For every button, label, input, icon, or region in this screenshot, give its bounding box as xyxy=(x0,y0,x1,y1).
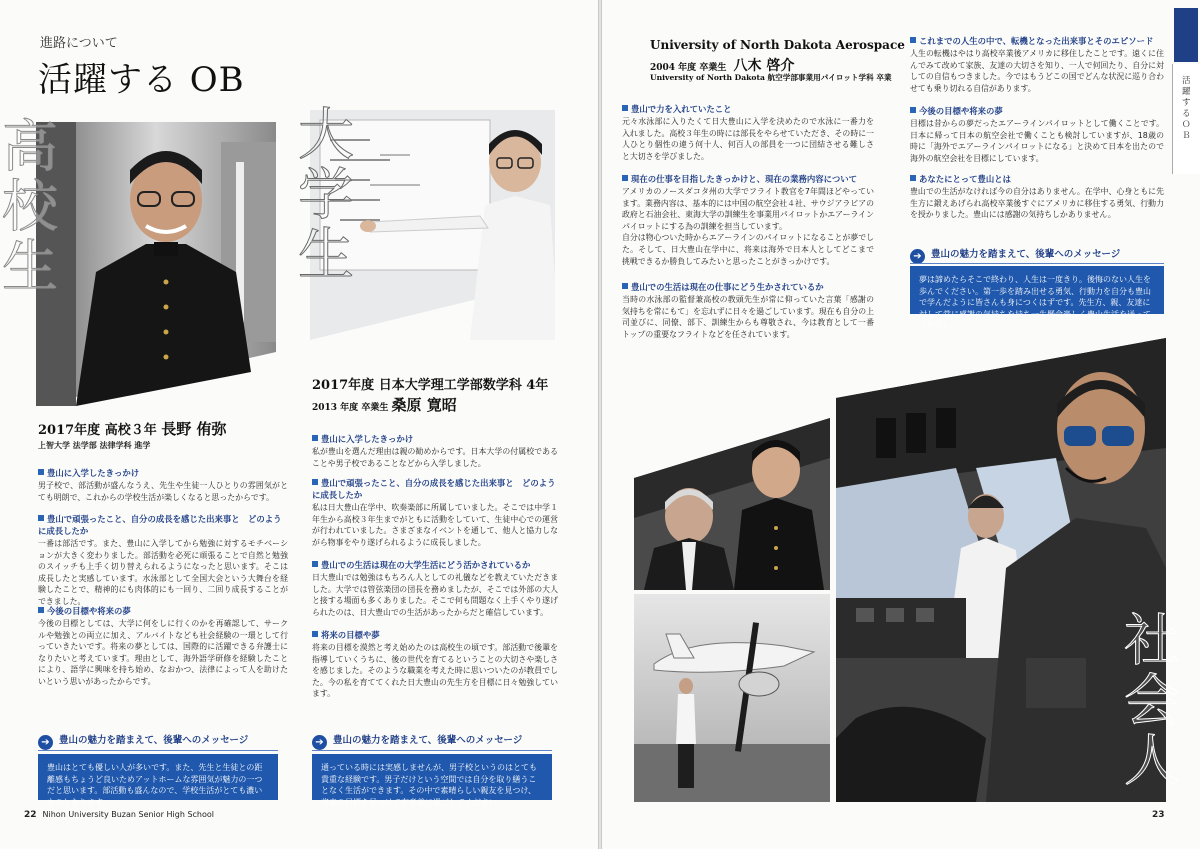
student1-destination: 上智大学 法学部 法律学科 進学 xyxy=(38,441,151,450)
s2-message-box: 通っている時には実感しませんが、男子校というのはとても貴重な経験です。男子だけという空間では自分を取り繕うことなく生活ができます。その中で素晴らしい親友を見つけ、将来の目標を見つけて有意義に過ごしてください。 xyxy=(312,754,552,800)
s2-a1: 私が豊山を選んだ理由は親の勧めからです。日本大学の付属校であることや男子校であることなどから入学しました。 xyxy=(312,447,558,468)
r-a4: 人生の転機はやはり高校卒業後アメリカに移住したことです。遠くに住んでみて改めて家族、友達の大切さを知り、一人で何回たり、自分に対しての自信もつきました。今ではもうどこの国でどんな状況に巡り合わせても乗り切れる自信があります。 xyxy=(910,49,1164,93)
s2-a3: 日大豊山では勉強はもちろん人としての礼儀などを教えていただきました。大学では管弦楽団の団長を務めましたが、そこでは外部の大人と接する場面も多くありました。そこで何も問題なく上手くやり遂げられたのは、日大豊山での生活があったからだと確信しています。 xyxy=(312,573,558,617)
s1-a1: 男子校で、部活動が盛んなうえ、先生や生徒一人ひとりの雰囲気がとても明朗で、これからの学校生活が楽しくなると思ったからです。 xyxy=(38,481,288,502)
university-heading: University of North Dakota Aerospace xyxy=(650,38,905,52)
s2-a2: 私は日大豊山在学中、吹奏楽部に所属していました。そこでは中学１年生から高校３年生までがともに活動をしていて、生徒中心での運営が行われていました。さまざまなイベントを通して、他人と協力しながら物事をやり遂げられるように成長しました。 xyxy=(312,503,558,547)
arrow-icon: ➔ xyxy=(312,735,327,750)
s1-message-heading: ➔ 豊山の魅力を踏まえて、後輩へのメッセージ xyxy=(38,732,248,750)
student1-heading: 2017年度 高校３年 長野 侑弥 xyxy=(38,420,227,438)
section-label: 進路について xyxy=(40,36,118,51)
arrow-icon: ➔ xyxy=(38,735,53,750)
student2-name: 桑原 寛昭 xyxy=(391,396,457,414)
photo-cockpit xyxy=(836,338,1166,802)
alumni-name: 八木 啓介 xyxy=(733,58,795,74)
alumni-grad: 2004 年度 卒業生 八木 啓介 xyxy=(650,58,795,74)
r-q1: 豊山で力を入れていたこと xyxy=(622,104,874,116)
s2-q4: 将来の目標や夢 xyxy=(312,630,558,642)
side-tab-bar xyxy=(1174,8,1198,62)
student2-heading: 2017年度 日本大学理工学部数学科 4年 xyxy=(312,378,549,393)
badge-high-school: 高 校 生 xyxy=(2,115,58,300)
right-page xyxy=(602,0,1200,849)
r-q2: 現在の仕事を目指したきっかけと、現在の業務内容について xyxy=(622,174,874,186)
s2-q3: 豊山での生活は現在の大学生活にどう活かされているか xyxy=(312,560,558,572)
photo-airplane xyxy=(634,594,830,802)
r-message-heading: ➔ 豊山の魅力を踏まえて、後輩へのメッセージ xyxy=(910,246,1120,264)
r-a3: 当時の水泳部の監督兼高校の教頭先生が常に仰っていた言葉「感謝の気持ちを常にもて」を忘れずに日々を過ごしています。現在も自分の上司並びに、同僚、部下、訓練生からも尊敬され、今は教育として一番トップの重要なフライトなどを任されています。 xyxy=(622,295,874,339)
arrow-icon: ➔ xyxy=(910,249,925,264)
student1-photo xyxy=(36,122,276,406)
r-q5: 今後の目標や将来の夢 xyxy=(910,106,1164,118)
left-page xyxy=(0,0,598,849)
s2-message-heading: ➔ 豊山の魅力を踏まえて、後輩へのメッセージ xyxy=(312,732,522,750)
s1-q3: 今後の目標や将来の夢 xyxy=(38,606,288,618)
divider xyxy=(910,263,1164,264)
s1-a3: 今後の目標としては、大学に何をしに行くのかを再確認して、サークルや勉強との両立に加え、アルバイトなども社会経験の一環として行っていきたいです。将来の夢としては、国際的に活躍できる弁護士になりたいと考えています。理由として、海外語学研修を経験したことにより、語学に興味を持ち始め、なおかつ、法律によって人を助けたいという思いがあったからです。 xyxy=(38,619,288,686)
divider xyxy=(312,750,552,751)
divider xyxy=(38,750,278,751)
badge-working-adult: 社 会 人 xyxy=(1124,609,1180,794)
s1-a2: 一番は部活です。また、豊山に入学してから勉強に対するモチベーションが大きく変わりました。部活動を必死に頑張ることで自然と勉強のスイッチも上手く切り替えられるようになったと思います。そこは成長したと実感しています。水泳部として全国大会という大舞台を経験したことで、精神的にも肉体的にも一回り、二回り成長することができました。 xyxy=(38,539,288,606)
r-a1: 元々水泳部に入りたくて日大豊山に入学を決めたので水泳に一番力を入れました。高校３年生の時には部長をやらせていただき、その時に一人ひとり個性の違う何十人、何百人の部員を一つに団結させる難しさと大切さを学びました。 xyxy=(622,117,874,161)
side-tab: 活躍するＯＢ xyxy=(1172,64,1200,174)
r-a2: アメリカのノースダコタ州の大学でフライト教官を7年間ほどやっています。業務内容は、基本的には中国の航空会社４社、サウジアラビアの政府と石油会社、東海大学の訓練生を事業用パイロットかエアーラインパイロットにする為の訓練を担当しています。 自分は物心ついた時からエアーラインのパイロットになることが夢でした。そして、日大豊山在学中に、将来は海外で日本人としてどこまで挑戦できるか勝負してみたいと思ったことがきっかけです。 xyxy=(622,187,874,266)
student2-grad: 2013 年度 卒業生 桑原 寛昭 xyxy=(312,396,457,414)
page-title: 活躍する OB xyxy=(38,60,245,100)
photo-teacher-student xyxy=(634,418,830,590)
s1-message-box: 豊山はとても優しい人が多いです。また、先生と生徒との距離感もちょうど良いためアットホームな雰囲気が魅力の一つだと思います。部活動も盛んなので、学校生活がとても濃いものとなります。 xyxy=(38,754,278,800)
s1-q2: 豊山で頑張ったこと、自分の成長を感じた出来事と どのように成長したか xyxy=(38,514,282,536)
s2-q2: 豊山で頑張ったこと、自分の成長を感じた出来事と どのように成長したか xyxy=(312,478,556,500)
student1-name: 長野 侑弥 xyxy=(161,420,227,438)
r-a6: 豊山での生活がなければ今の自分はありません。在学中、心身ともに先生方に鍛えあげられ高校卒業後すぐにアメリカに移住する勇気、行動力を授かりました。豊山には感謝の気持ちしかありません。 xyxy=(910,187,1164,220)
r-a5: 目標は昔からの夢だったエアーラインパイロットとして働くことです。日本に帰って日本の航空会社で働くことも検討していますが、18歳の時に「海外でエアーラインパイロットになる」と決めて日本を出たので海外の航空会社を目標にしています。 xyxy=(910,119,1164,163)
s2-q1: 豊山に入学したきっかけ xyxy=(312,434,558,446)
alumni-sub: University of North Dakota 航空学部事業用パイロット学科 卒業 xyxy=(650,73,892,82)
badge-university: 大 学 生 xyxy=(298,103,354,288)
r-q6: あなたにとって豊山とは xyxy=(910,174,1164,186)
s2-a4: 将来の目標を漠然と考え始めたのは高校生の頃です。部活動で後輩を指導していくうちに、後の世代を育てるということの大切さや楽しさを感じました。そのような職業を考えた時に思いついたのが教員でした。今の私を育ててくれた日大豊山の先生方を目標に日々勉強しています。 xyxy=(312,643,558,699)
r-q4: これまでの人生の中で、転機となった出来事とそのエピソード xyxy=(910,36,1164,48)
s1-q1: 豊山に入学したきっかけ xyxy=(38,468,288,480)
footer-right: 23 xyxy=(1152,810,1165,820)
r-message-box: 夢は諦めたらそこで終わり、人生は一度きり。後悔のない人生を歩んでください。第一歩を踏み出せる勇気、行動力を自分も豊山で学んだように皆さんも身につくはずです。先生方、親、友達に対して常に感謝の気持ちを持ち一生懸命楽しく豊山生活を送ってください。 xyxy=(910,266,1164,314)
r-q3: 豊山での生活は現在の仕事にどう生かされているか xyxy=(622,282,874,294)
footer-left: 22 Nihon University Buzan Senior High School xyxy=(24,810,214,820)
